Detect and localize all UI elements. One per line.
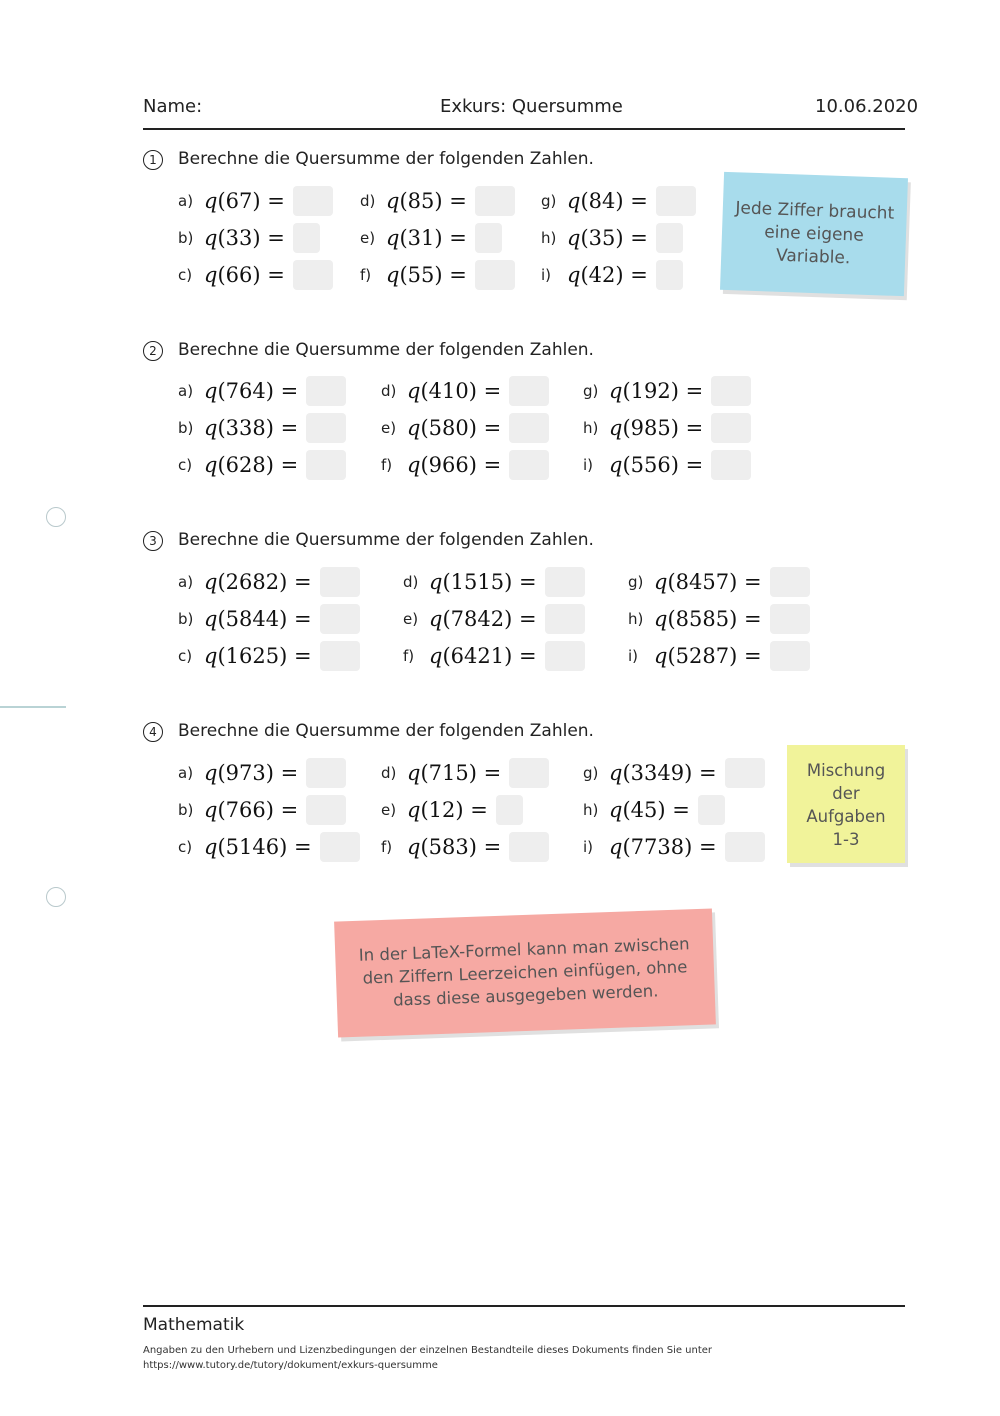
exercise-letter: a) [178,764,194,782]
exercise-item [628,564,810,600]
exercise-letter: d) [403,573,419,591]
footer-license-text: Angaben zu den Urhebern und Lizenzbedingungen der einzelnen Bestandteile dieses Dokuments finden Sie unter [143,1345,713,1356]
exercise-number: 7738 [630,835,685,859]
exercise-number: 1515 [450,570,505,594]
exercise-number: 31 [407,226,435,250]
answer-box[interactable] [509,758,549,788]
footer-rule [143,1305,905,1307]
exercise-letter: b) [178,610,194,628]
exercise-item [583,447,751,483]
answer-box[interactable] [770,567,810,597]
quersumme-expression: q(628) = [204,453,299,477]
exercise-item [583,755,765,791]
answer-box[interactable] [770,604,810,634]
quersumme-expression: q(973) = [204,761,299,785]
exercise-letter: c) [178,266,193,284]
answer-box[interactable] [475,223,502,253]
exercise-letter: e) [360,229,376,247]
task-number: 1 [143,150,163,170]
exercise-letter: f) [403,647,415,665]
exercise-number: 42 [588,263,616,287]
quersumme-expression: q(583) = [407,835,502,859]
quersumme-expression: q(1515) = [429,570,537,594]
quersumme-expression: q(7842) = [429,607,537,631]
exercise-number: 556 [630,453,671,477]
answer-box[interactable] [656,260,683,290]
quersumme-expression: q(45) = [609,798,690,822]
quersumme-expression: q(1625) = [204,644,312,668]
answer-box[interactable] [306,413,346,443]
quersumme-expression: q(192) = [609,379,704,403]
exercise-letter: f) [381,456,393,474]
exercise-number: 35 [588,226,616,250]
quersumme-expression: q(985) = [609,416,704,440]
exercise-item [178,373,346,409]
exercise-letter: d) [381,382,397,400]
exercise-letter: i) [583,838,594,856]
quersumme-expression: q(8585) = [654,607,762,631]
exercise-letter: d) [360,192,376,210]
exercise-number: 8585 [675,607,730,631]
exercise-item [403,601,585,637]
exercise-number: 3349 [630,761,685,785]
exercise-letter: b) [178,801,194,819]
hint-note-yellow-text: Mischung der Aufgaben 1-3 [806,761,886,849]
hint-note-blue [720,172,908,296]
quersumme-expression: q(6421) = [429,644,537,668]
exercise-number: 715 [428,761,469,785]
exercise-item [583,829,765,865]
answer-box[interactable] [656,186,696,216]
exercise-number: 5146 [225,835,280,859]
answer-box[interactable] [509,413,549,443]
hint-note-red-text: In der LaTeX-Formel kann man zwischen den Ziffern Leerzeichen einfügen, ohne dass diese ausgegeben werden. [358,934,690,1010]
exercise-number: 84 [588,189,616,213]
answer-box[interactable] [509,832,549,862]
quersumme-expression: q(84) = [567,189,648,213]
answer-box[interactable] [320,832,360,862]
exercise-letter: i) [583,456,594,474]
header-rule [143,128,905,130]
answer-box[interactable] [725,832,765,862]
exercise-letter: i) [628,647,639,665]
exercise-item [381,755,549,791]
exercise-number: 8457 [675,570,730,594]
quersumme-expression: q(338) = [204,416,299,440]
exercise-item [381,792,523,828]
exercise-number: 2682 [225,570,280,594]
answer-box[interactable] [293,223,320,253]
exercise-number: 55 [407,263,435,287]
quersumme-expression: q(55) = [386,263,467,287]
exercise-item [360,220,502,256]
exercise-item [178,601,360,637]
quersumme-expression: q(67) = [204,189,285,213]
answer-box[interactable] [545,641,585,671]
answer-box[interactable] [711,450,751,480]
task-instruction: Berechne die Quersumme der folgenden Zahlen. [178,721,594,741]
exercise-letter: g) [541,192,557,210]
answer-box[interactable] [509,376,549,406]
exercise-letter: g) [628,573,644,591]
footer-url: https://www.tutory.de/tutory/dokument/exkurs-quersumme [143,1360,438,1371]
answer-box[interactable] [698,795,725,825]
exercise-letter: g) [583,382,599,400]
exercise-number: 583 [428,835,469,859]
task-number: 3 [143,531,163,551]
exercise-item [583,373,751,409]
exercise-letter: f) [381,838,393,856]
exercise-item [178,564,360,600]
answer-box[interactable] [711,376,751,406]
answer-box[interactable] [545,604,585,634]
exercise-item [178,829,360,865]
exercise-number: 85 [407,189,435,213]
worksheet-title: Exkurs: Quersumme [440,96,623,117]
hint-note-blue-text: Jede Ziffer braucht eine eigene Variable. [735,198,895,269]
quersumme-expression: q(8457) = [654,570,762,594]
exercise-item [381,410,549,446]
hint-note-red [334,908,716,1037]
quersumme-expression: q(5146) = [204,835,312,859]
fold-mark [0,706,66,708]
exercise-letter: d) [381,764,397,782]
exercise-item [178,792,346,828]
exercise-item [381,373,549,409]
exercise-item [403,564,585,600]
answer-box[interactable] [475,260,515,290]
exercise-letter: c) [178,838,193,856]
task-instruction: Berechne die Quersumme der folgenden Zahlen. [178,340,594,360]
exercise-number: 6421 [450,644,505,668]
answer-box[interactable] [293,260,333,290]
exercise-number: 766 [225,798,266,822]
task-number: 4 [143,722,163,742]
exercise-item [541,220,683,256]
answer-box[interactable] [306,450,346,480]
answer-box[interactable] [656,223,683,253]
quersumme-expression: q(5287) = [654,644,762,668]
quersumme-expression: q(966) = [407,453,502,477]
answer-box[interactable] [306,795,346,825]
exercise-item [541,183,696,219]
quersumme-expression: q(715) = [407,761,502,785]
exercise-item [178,447,346,483]
quersumme-expression: q(766) = [204,798,299,822]
exercise-number: 966 [428,453,469,477]
task-instruction: Berechne die Quersumme der folgenden Zahlen. [178,530,594,550]
exercise-number: 67 [225,189,253,213]
exercise-number: 7842 [450,607,505,631]
answer-box[interactable] [320,604,360,634]
exercise-number: 5844 [225,607,280,631]
exercise-number: 33 [225,226,253,250]
punch-hole-mark [46,887,66,907]
quersumme-expression: q(12) = [407,798,488,822]
quersumme-expression: q(85) = [386,189,467,213]
exercise-item [541,257,683,293]
answer-box[interactable] [306,376,346,406]
exercise-item [381,829,549,865]
exercise-item [360,183,515,219]
exercise-letter: i) [541,266,552,284]
quersumme-expression: q(33) = [204,226,285,250]
exercise-item [403,638,585,674]
exercise-number: 1625 [225,644,280,668]
exercise-number: 973 [225,761,266,785]
quersumme-expression: q(3349) = [609,761,717,785]
quersumme-expression: q(7738) = [609,835,717,859]
exercise-letter: e) [381,801,397,819]
exercise-letter: a) [178,573,194,591]
quersumme-expression: q(31) = [386,226,467,250]
exercise-item [178,410,346,446]
quersumme-expression: q(580) = [407,416,502,440]
exercise-item [178,257,333,293]
answer-box[interactable] [711,413,751,443]
answer-box[interactable] [770,641,810,671]
exercise-number: 12 [428,798,456,822]
punch-hole-mark [46,507,66,527]
exercise-letter: f) [360,266,372,284]
quersumme-expression: q(764) = [204,379,299,403]
exercise-number: 985 [630,416,671,440]
exercise-letter: a) [178,192,194,210]
task-instruction: Berechne die Quersumme der folgenden Zahlen. [178,149,594,169]
exercise-letter: c) [178,456,193,474]
answer-box[interactable] [320,567,360,597]
exercise-number: 764 [225,379,266,403]
exercise-letter: h) [583,419,599,437]
exercise-letter: e) [403,610,419,628]
exercise-number: 410 [428,379,469,403]
quersumme-expression: q(2682) = [204,570,312,594]
exercise-item [178,220,320,256]
footer-subject: Mathematik [143,1315,245,1335]
answer-box[interactable] [475,186,515,216]
exercise-number: 66 [225,263,253,287]
exercise-item [628,638,810,674]
worksheet-date: 10.06.2020 [815,96,919,117]
quersumme-expression: q(5844) = [204,607,312,631]
exercise-letter: c) [178,647,193,665]
quersumme-expression: q(410) = [407,379,502,403]
exercise-number: 45 [630,798,658,822]
exercise-letter: b) [178,229,194,247]
task-number: 2 [143,341,163,361]
quersumme-expression: q(42) = [567,263,648,287]
exercise-letter: g) [583,764,599,782]
exercise-item [360,257,515,293]
exercise-number: 580 [428,416,469,440]
answer-box[interactable] [320,641,360,671]
exercise-letter: h) [541,229,557,247]
answer-box[interactable] [306,758,346,788]
exercise-letter: h) [628,610,644,628]
answer-box[interactable] [725,758,765,788]
exercise-item [583,792,725,828]
exercise-letter: e) [381,419,397,437]
exercise-item [178,638,360,674]
exercise-number: 628 [225,453,266,477]
answer-box[interactable] [496,795,523,825]
name-label: Name: [143,96,203,117]
hint-note-yellow [787,745,905,863]
exercise-item [178,755,346,791]
exercise-number: 192 [630,379,671,403]
quersumme-expression: q(556) = [609,453,704,477]
exercise-letter: b) [178,419,194,437]
exercise-item [583,410,751,446]
answer-box[interactable] [293,186,333,216]
exercise-item [628,601,810,637]
exercise-number: 338 [225,416,266,440]
answer-box[interactable] [545,567,585,597]
exercise-letter: a) [178,382,194,400]
quersumme-expression: q(66) = [204,263,285,287]
exercise-letter: h) [583,801,599,819]
exercise-number: 5287 [675,644,730,668]
quersumme-expression: q(35) = [567,226,648,250]
answer-box[interactable] [509,450,549,480]
exercise-item [381,447,549,483]
exercise-item [178,183,333,219]
